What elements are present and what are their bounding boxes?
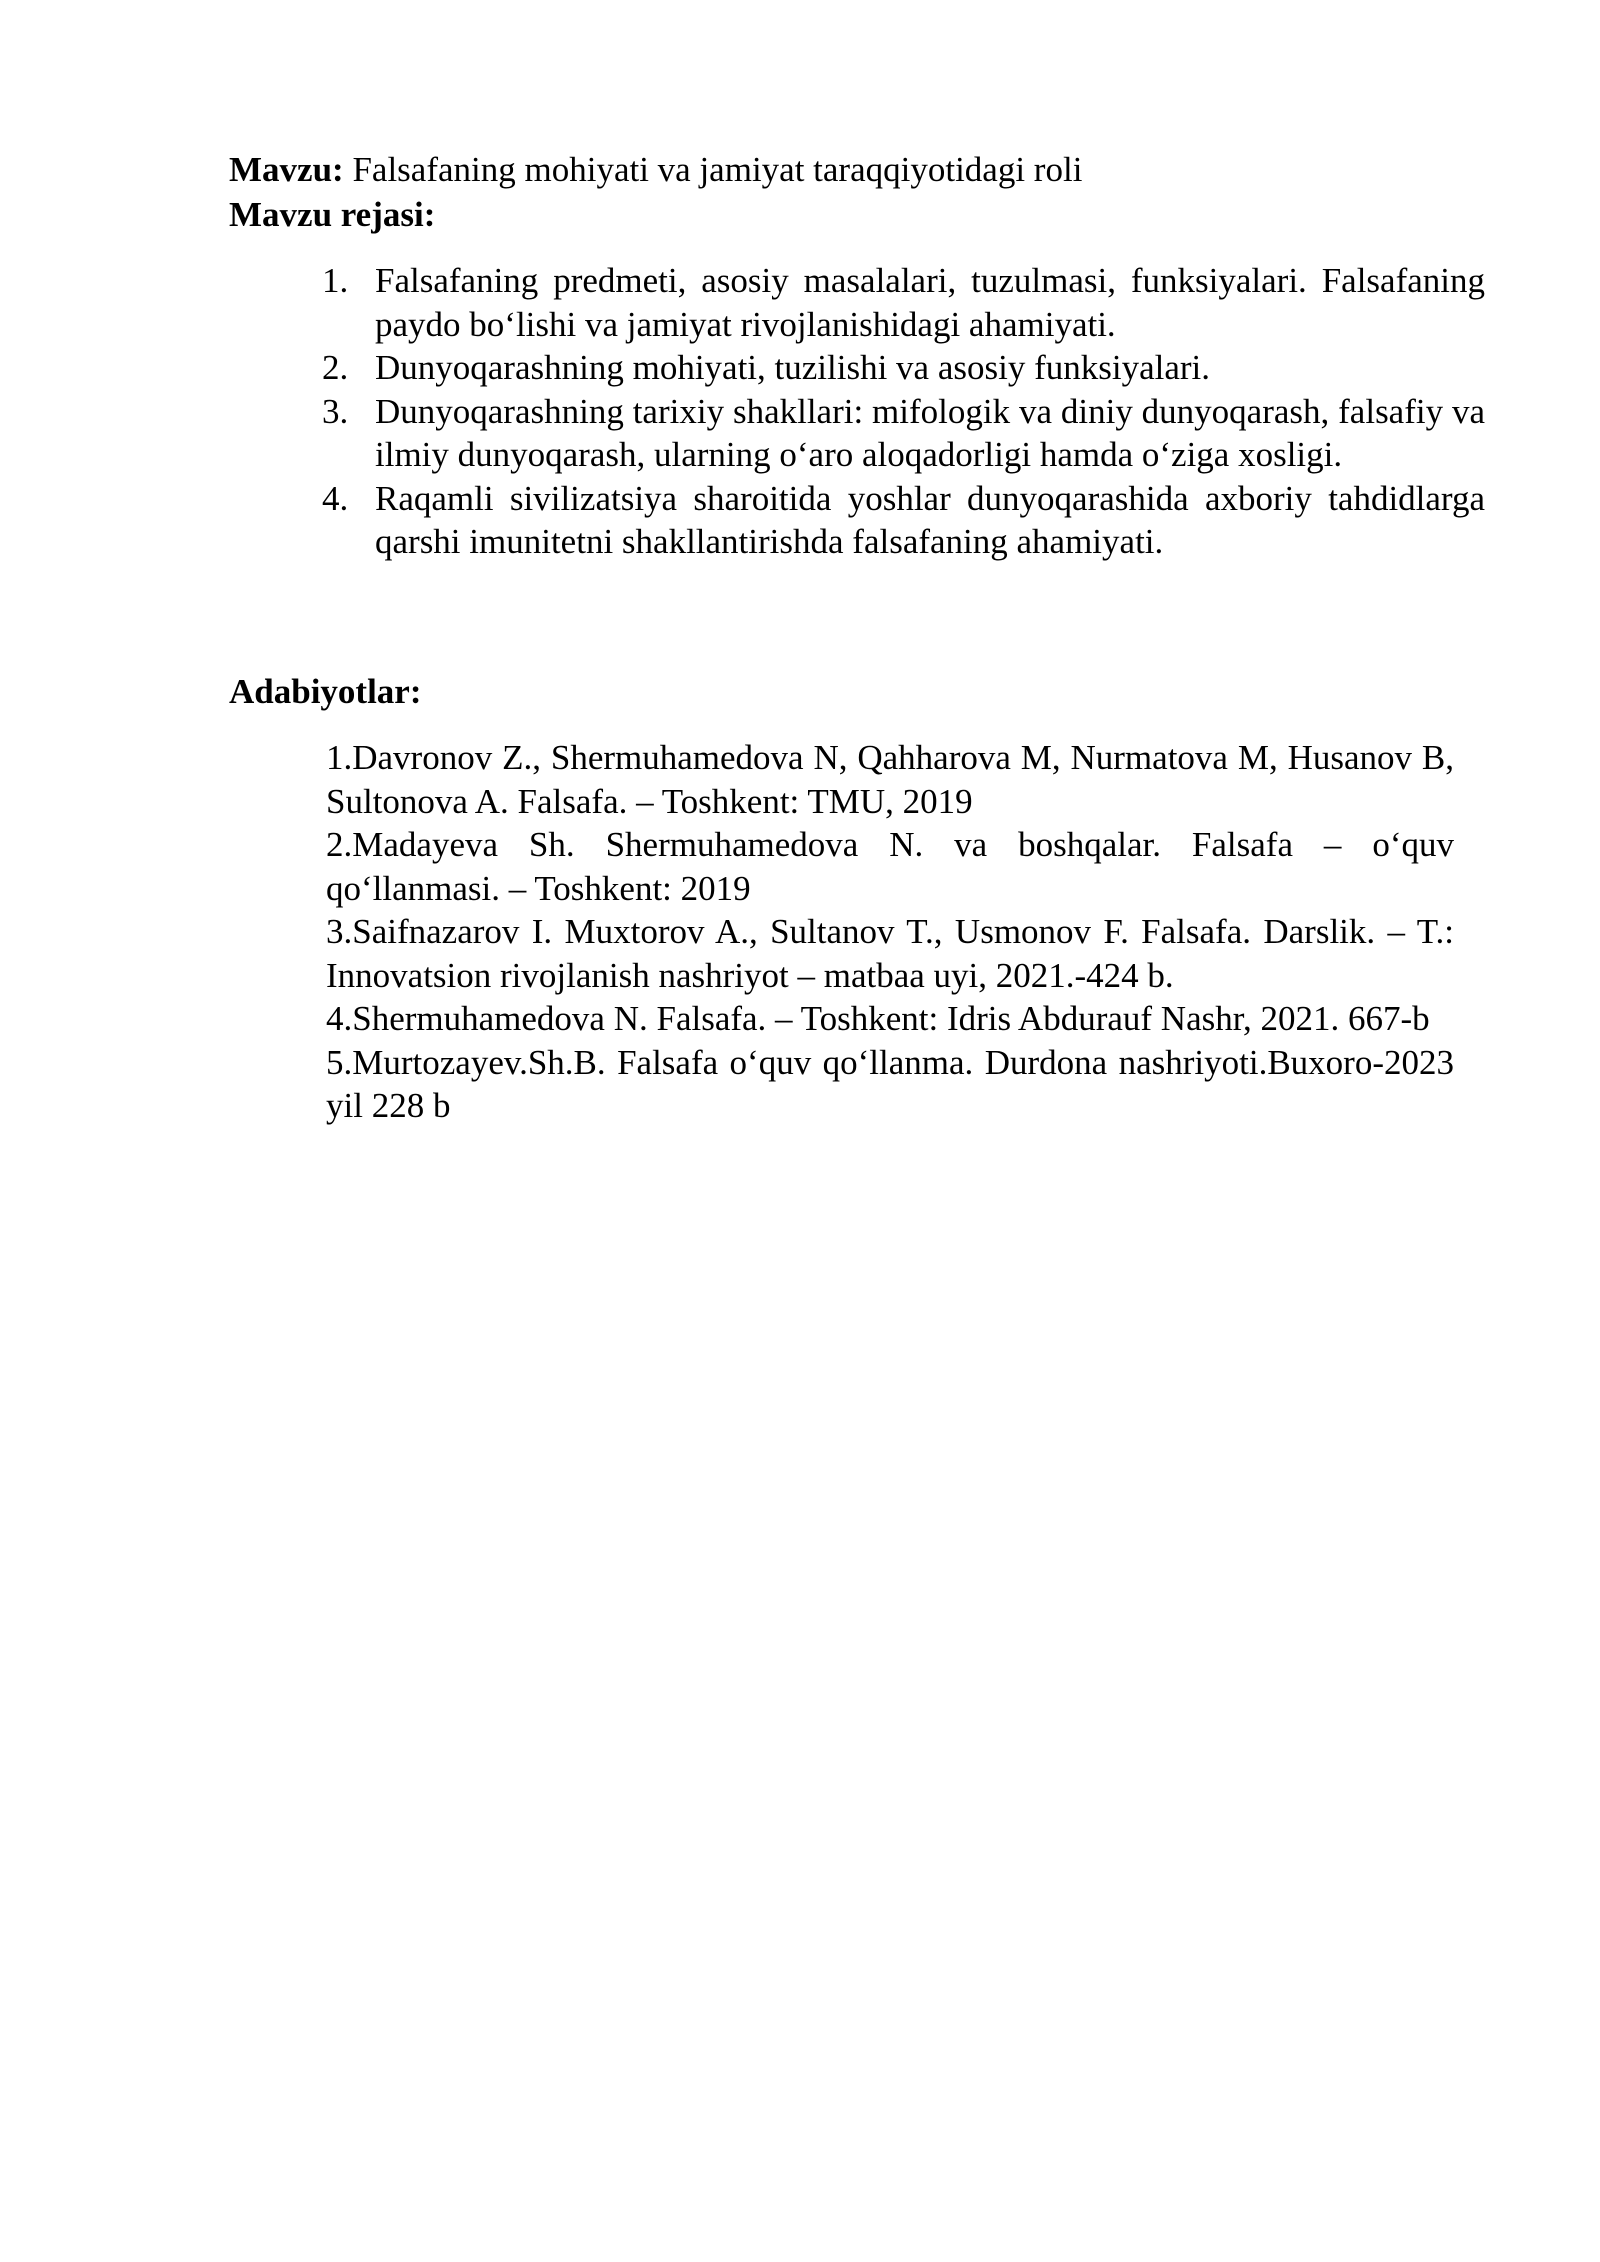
literature-list [326, 736, 1454, 1128]
plan-item-number: 2. [322, 348, 349, 387]
topic-label: Mavzu: [229, 150, 344, 189]
plan-item-number: 3. [322, 391, 349, 431]
literature-item: 5.Murtozayev.Sh.B. Falsafa o‘quv qo‘llanma. Durdona nashriyoti.Buxoro-2023 yil 228 b [326, 1042, 1454, 1125]
plan-list [322, 259, 1485, 564]
literature-item: 3.Saifnazarov I. Muxtorov A., Sultanov T., Usmonov F. Falsafa. Darslik. – T.: Innovatsion rivojlanish nashriyot – matbaa uyi, 2021.-424 b. [326, 912, 1454, 995]
plan-item-text: Dunyoqarashning tarixiy shakllari: mifologik va diniy dunyoqarash, falsafiy va ilmiy dunyoqarash, ularning o‘aro aloqadorligi hamda o‘ziga xosligi. [375, 391, 1485, 474]
plan-heading-text: Mavzu rejasi: [229, 195, 436, 234]
plan-item-number: 1. [322, 261, 349, 300]
plan-item-number: 4. [322, 478, 349, 518]
literature-heading [229, 670, 422, 713]
plan-item [322, 259, 1485, 346]
plan-item-text: Raqamli sivilizatsiya sharoitida yoshlar dunyoqarashida axboriy tahdidlarga qarshi imunitetni shakllantirishda falsafaning ahamiyati. [375, 478, 1485, 561]
plan-item [322, 346, 1485, 390]
topic-title: Falsafaning mohiyati va jamiyat taraqqiyotidagi roli [352, 150, 1083, 189]
plan-item-text: Falsafaning predmeti, asosiy masalalari, tuzulmasi, funksiyalari. Falsafaning paydo bo‘lishi va jamiyat rivojlanishidagi ahamiyati. [375, 261, 1485, 344]
plan-item [322, 390, 1485, 477]
literature-item: 1.Davronov Z., Shermuhamedova N, Qahharova M, Nurmatova M, Husanov B, Sultonova A. Falsafa. – Toshkent: TMU, 2019 [326, 738, 1454, 821]
topic-line [229, 148, 1082, 191]
literature-item: 4.Shermuhamedova N. Falsafa. – Toshkent: Idris Abdurauf Nashr, 2021. 667-b [326, 999, 1430, 1038]
plan-heading [229, 193, 435, 236]
plan-item-text: Dunyoqarashning mohiyati, tuzilishi va asosiy funksiyalari. [375, 348, 1211, 387]
literature-heading-text: Adabiyotlar: [229, 672, 422, 711]
plan-item [322, 477, 1485, 564]
literature-item: 2.Madayeva Sh. Shermuhamedova N. va boshqalar. Falsafa – o‘quv qo‘llanmasi. – Toshkent: 2019 [326, 825, 1454, 908]
